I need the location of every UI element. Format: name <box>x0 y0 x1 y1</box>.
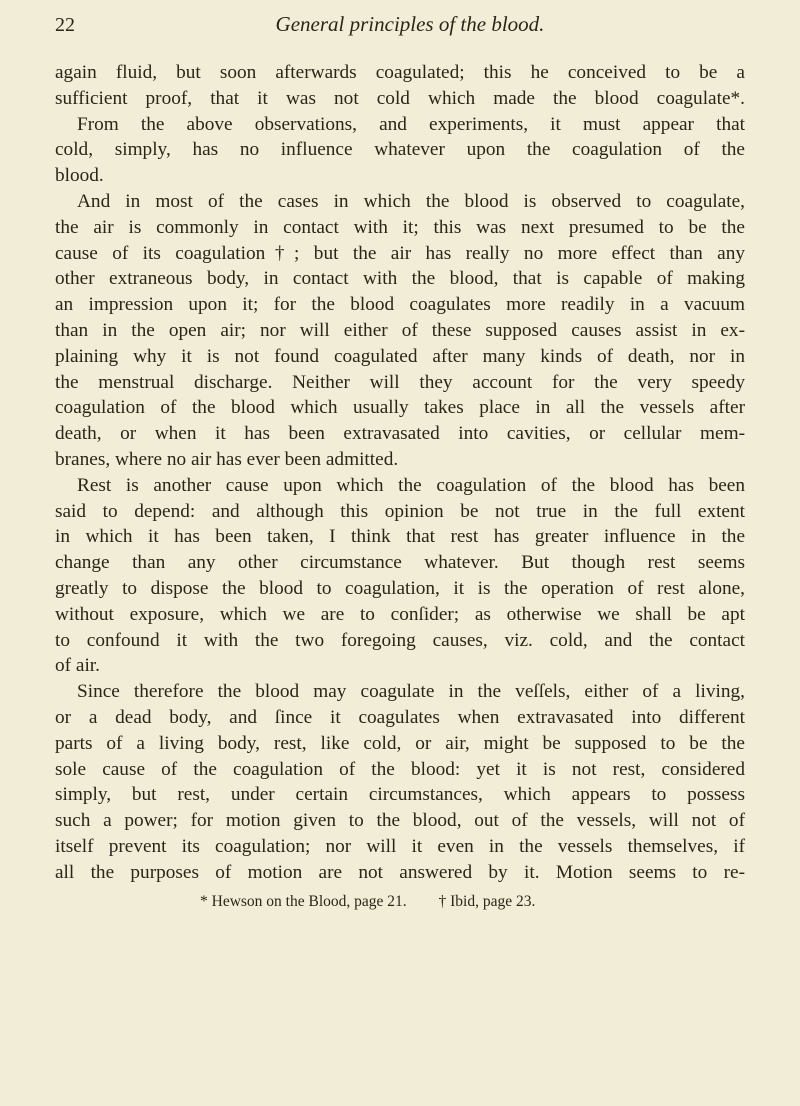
text-line: such a power; for motion given to the blood, out of the vessels, will not of <box>55 810 745 832</box>
text-line: coagulation of the blood which usually takes place in all the vessels after <box>55 397 745 419</box>
text-line: death, or when it has been extravasated into cavities, or cellular mem- <box>55 423 745 445</box>
text-line: Rest is another cause upon which the coagulation of the blood has been <box>77 474 745 496</box>
page-number: 22 <box>55 14 75 36</box>
text-line: sufficient proof, that it was not cold which made the blood coagulate*. <box>55 87 745 109</box>
text-line: the menstrual discharge. Neither will they account for the very speedy <box>55 371 745 393</box>
text-line: the air is commonly in contact with it; this was next presumed to be the <box>55 216 745 238</box>
text-line: in which it has been taken, I think that rest has greater influence in the <box>55 526 745 548</box>
text-line: sole cause of the coagulation of the blood: yet it is not rest, considered <box>55 758 745 780</box>
text-line: without exposure, which we are to conſider; as otherwise we shall be apt <box>55 603 745 625</box>
text-line: said to depend: and although this opinion be not true in the full extent <box>55 500 745 522</box>
text-line: to confound it with the two foregoing causes, viz. cold, and the contact <box>55 629 745 651</box>
text-line: an impression upon it; for the blood coagulates more readily in a vacuum <box>55 294 745 316</box>
text-line: or a dead body, and ſince it coagulates when extravasated into different <box>55 706 745 728</box>
text-line: cold, simply, has no influence whatever upon the coagulation of the <box>55 139 745 161</box>
footnote: * Hewson on the Blood, page 21. <box>200 893 407 910</box>
text-line: all the purposes of motion are not answered by it. Motion seems to re- <box>55 861 745 883</box>
text-line: branes, where no air has ever been admitted. <box>55 448 399 470</box>
text-line: other extraneous body, in contact with the blood, that is capable of making <box>55 268 745 290</box>
body-text <box>55 60 745 886</box>
text-line: of air. <box>55 655 100 677</box>
text-line: itself prevent its coagulation; nor will it even in the vessels themselves, if <box>55 835 745 857</box>
footnotes <box>200 893 563 911</box>
running-title: General principles of the blood. <box>275 12 545 36</box>
footnote: † Ibid, page 23. <box>438 893 536 910</box>
text-line: From the above observations, and experiments, it must appear that <box>77 113 745 135</box>
text-line: change than any other circumstance whatever. But though rest seems <box>55 552 745 574</box>
text-line: simply, but rest, under certain circumstances, which appears to possess <box>55 784 745 806</box>
text-line: blood. <box>55 165 104 187</box>
text-line: And in most of the cases in which the blood is observed to coagulate, <box>77 190 745 212</box>
text-line: than in the open air; nor will either of these supposed causes assist in ex- <box>55 319 745 341</box>
text-line: plaining why it is not found coagulated after many kinds of death, nor in <box>55 345 745 367</box>
text-line: again fluid, but soon afterwards coagulated; this he conceived to be a <box>55 62 745 83</box>
text-line: greatly to dispose the blood to coagulation, it is the operation of rest alone, <box>55 577 745 599</box>
text-line: cause of its coagulation†; but the air has really no more effect than any <box>55 242 745 264</box>
text-line: parts of a living body, rest, like cold, or air, might be supposed to be the <box>55 732 745 754</box>
text-line: Since therefore the blood may coagulate in the veſſels, either of a living, <box>77 681 745 703</box>
